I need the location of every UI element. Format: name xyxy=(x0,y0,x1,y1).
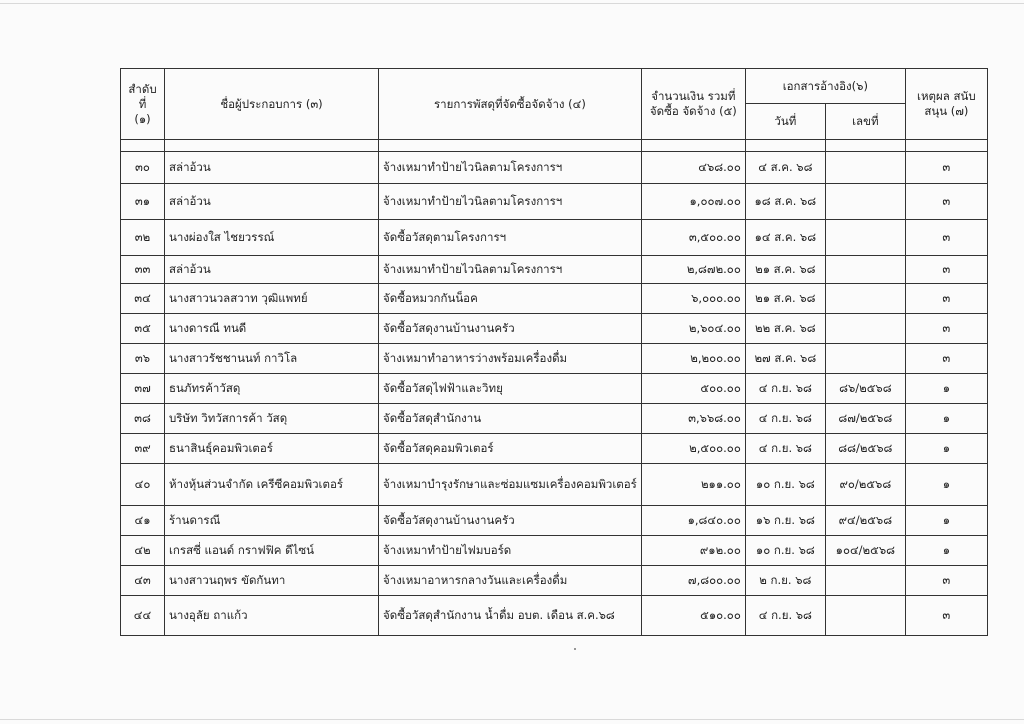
amount-cell: ๒,๕๐๐.๐๐ xyxy=(641,434,745,464)
table-row xyxy=(121,566,988,596)
row-no-cell: ๓๖ xyxy=(121,344,165,374)
supplier-cell: ธนาสินธุ์คอมพิวเตอร์ xyxy=(165,434,379,464)
amount-cell: ๗,๘๐๐.๐๐ xyxy=(641,566,745,596)
col-header-no: สำดับที่ (๑) xyxy=(121,69,165,140)
amount-cell: ๑,๘๔๐.๐๐ xyxy=(641,506,745,536)
date-cell: ๒๒ ส.ค. ๖๘ xyxy=(745,314,825,344)
ref-number-cell xyxy=(825,596,905,636)
supplier-cell: เกรสซี่ แอนด์ กราฟฟิค ดีไซน์ xyxy=(165,536,379,566)
supplier-cell: นางอุลัย ถาแก้ว xyxy=(165,596,379,636)
amount-cell: ๒๑๑.๐๐ xyxy=(641,464,745,506)
item-cell: จัดซื้อวัสดุไฟฟ้าและวิทยุ xyxy=(379,374,642,404)
supplier-cell: นางสาวรัชชานนท์ กาวิโล xyxy=(165,344,379,374)
table-row xyxy=(121,152,988,184)
item-cell: จ้างเหมาทำป้ายไฟมบอร์ด xyxy=(379,536,642,566)
date-cell: ๑๔ ส.ค. ๖๘ xyxy=(745,220,825,256)
item-cell: จัดซื้อวัสดุงานบ้านงานครัว xyxy=(379,314,642,344)
row-no-cell: ๓๙ xyxy=(121,434,165,464)
table-row xyxy=(121,220,988,256)
reason-cell: ๓ xyxy=(905,566,987,596)
reason-cell: ๑ xyxy=(905,464,987,506)
date-cell: ๑๖ ก.ย. ๖๘ xyxy=(745,506,825,536)
row-no-cell: ๔๑ xyxy=(121,506,165,536)
date-cell: ๔ ก.ย. ๖๘ xyxy=(745,374,825,404)
row-no-cell: ๓๕ xyxy=(121,314,165,344)
supplier-cell: บริษัท วิทวัสการค้า วัสดุ xyxy=(165,404,379,434)
ref-number-cell: ๑๐๔/๒๕๖๘ xyxy=(825,536,905,566)
item-cell: จัดซื้อวัสดุสำนักงาน น้ำดื่ม อบต. เดือน ส.ค.๖๘ xyxy=(379,596,642,636)
date-cell: ๔ ก.ย. ๖๘ xyxy=(745,404,825,434)
item-cell: จ้างเหมาทำป้ายไวนิลตามโครงการฯ xyxy=(379,256,642,284)
ref-number-cell xyxy=(825,256,905,284)
table-row xyxy=(121,464,988,506)
ref-number-cell: ๙๐/๒๕๖๘ xyxy=(825,464,905,506)
table-row xyxy=(121,184,988,220)
table-row xyxy=(121,344,988,374)
date-cell: ๔ ส.ค. ๖๘ xyxy=(745,152,825,184)
supplier-cell: นางสาวนฤพร ขัดกันทา xyxy=(165,566,379,596)
item-cell: จัดซื้อวัสดุสำนักงาน xyxy=(379,404,642,434)
table-body xyxy=(121,140,988,636)
ref-number-cell xyxy=(825,284,905,314)
supplier-cell: นางสาวนวลสวาท วุฒิแพทย์ xyxy=(165,284,379,314)
supplier-cell: ห้างหุ้นส่วนจำกัด เครีซีคอมพิวเตอร์ xyxy=(165,464,379,506)
table-row xyxy=(121,506,988,536)
reason-cell: ๑ xyxy=(905,434,987,464)
reason-cell: ๓ xyxy=(905,256,987,284)
item-cell: จ้างเหมาทำป้ายไวนิลตามโครงการฯ xyxy=(379,152,642,184)
reason-cell: ๓ xyxy=(905,596,987,636)
ref-number-cell xyxy=(825,184,905,220)
date-cell: ๑๐ ก.ย. ๖๘ xyxy=(745,464,825,506)
table-row xyxy=(121,256,988,284)
reason-cell: ๑ xyxy=(905,506,987,536)
item-cell: จ้างเหมาทำอาหารว่างพร้อมเครื่องดื่ม xyxy=(379,344,642,374)
row-no-cell: ๔๓ xyxy=(121,566,165,596)
reason-cell: ๑ xyxy=(905,404,987,434)
scan-edge-bottom xyxy=(0,719,1024,720)
row-no-cell: ๔๐ xyxy=(121,464,165,506)
scan-edge-top xyxy=(0,3,1024,4)
reason-cell: ๓ xyxy=(905,344,987,374)
date-cell: ๔ ก.ย. ๖๘ xyxy=(745,596,825,636)
ref-number-cell: ๙๔/๒๕๖๘ xyxy=(825,506,905,536)
row-no-cell: ๓๒ xyxy=(121,220,165,256)
supplier-cell: สล่าอ้วน xyxy=(165,184,379,220)
date-cell: ๒๑ ส.ค. ๖๘ xyxy=(745,256,825,284)
col-header-date: วันที่ xyxy=(745,104,825,140)
ref-number-cell xyxy=(825,152,905,184)
reason-cell: ๓ xyxy=(905,184,987,220)
row-no-cell: ๓๑ xyxy=(121,184,165,220)
date-cell: ๔ ก.ย. ๖๘ xyxy=(745,434,825,464)
supplier-cell: สล่าอ้วน xyxy=(165,256,379,284)
table-row xyxy=(121,596,988,636)
spacer-row xyxy=(121,140,988,152)
col-header-item: รายการพัสดุที่จัดซื้อจัดจ้าง (๔) xyxy=(379,69,642,140)
row-no-cell: ๓๘ xyxy=(121,404,165,434)
amount-cell: ๔๖๘.๐๐ xyxy=(641,152,745,184)
table-row xyxy=(121,404,988,434)
amount-cell: ๙๑๒.๐๐ xyxy=(641,536,745,566)
row-no-cell: ๔๒ xyxy=(121,536,165,566)
reason-cell: ๓ xyxy=(905,220,987,256)
row-no-cell: ๓๐ xyxy=(121,152,165,184)
row-no-cell: ๓๓ xyxy=(121,256,165,284)
date-cell: ๒ ก.ย. ๖๘ xyxy=(745,566,825,596)
date-cell: ๑๐ ก.ย. ๖๘ xyxy=(745,536,825,566)
date-cell: ๑๘ ส.ค. ๖๘ xyxy=(745,184,825,220)
table-row xyxy=(121,434,988,464)
col-header-amount: จำนวนเงิน รวมที่ จัดซื้อ จัดจ้าง (๕) xyxy=(641,69,745,140)
item-cell: จ้างเหมาบำรุงรักษาและซ่อมแซมเครื่องคอมพิวเตอร์ xyxy=(379,464,642,506)
reason-cell: ๓ xyxy=(905,152,987,184)
amount-cell: ๒,๖๐๔.๐๐ xyxy=(641,314,745,344)
item-cell: จัดซื้อวัสดุคอมพิวเตอร์ xyxy=(379,434,642,464)
amount-cell: ๒,๒๐๐.๐๐ xyxy=(641,344,745,374)
col-header-ref-doc: เอกสารอ้างอิง(๖) xyxy=(745,69,905,104)
ref-number-cell: ๘๖/๒๕๖๘ xyxy=(825,374,905,404)
item-cell: จ้างเหมาอาหารกลางวันและเครื่องดื่ม xyxy=(379,566,642,596)
col-header-supplier: ชื่อผู้ประกอบการ (๓) xyxy=(165,69,379,140)
date-cell: ๒๑ ส.ค. ๖๘ xyxy=(745,284,825,314)
reason-cell: ๓ xyxy=(905,284,987,314)
row-no-cell: ๓๔ xyxy=(121,284,165,314)
supplier-cell: สล่าอ้วน xyxy=(165,152,379,184)
reason-cell: ๑ xyxy=(905,374,987,404)
amount-cell: ๒,๘๗๒.๐๐ xyxy=(641,256,745,284)
supplier-cell: ธนภัทรค้าวัสดุ xyxy=(165,374,379,404)
col-header-reason: เหตุผล สนับ สนุน (๗) xyxy=(905,69,987,140)
date-cell: ๒๗ ส.ค. ๖๘ xyxy=(745,344,825,374)
table-row xyxy=(121,536,988,566)
supplier-cell: นางผ่องใส ไชยวรรณ์ xyxy=(165,220,379,256)
ref-number-cell xyxy=(825,314,905,344)
supplier-cell: นางดารณี ทนดี xyxy=(165,314,379,344)
ref-number-cell: ๘๗/๒๕๖๘ xyxy=(825,404,905,434)
procurement-table xyxy=(120,68,988,636)
amount-cell: ๓,๕๐๐.๐๐ xyxy=(641,220,745,256)
amount-cell: ๕๐๐.๐๐ xyxy=(641,374,745,404)
supplier-cell: ร้านดารณี xyxy=(165,506,379,536)
table-row xyxy=(121,374,988,404)
table-row xyxy=(121,284,988,314)
amount-cell: ๖,๐๐๐.๐๐ xyxy=(641,284,745,314)
amount-cell: ๓,๖๖๘.๐๐ xyxy=(641,404,745,434)
item-cell: จ้างเหมาทำป้ายไวนิลตามโครงการฯ xyxy=(379,184,642,220)
row-no-cell: ๓๗ xyxy=(121,374,165,404)
item-cell: จัดซื้อหมวกกันน็อค xyxy=(379,284,642,314)
reason-cell: ๑ xyxy=(905,536,987,566)
amount-cell: ๑,๐๐๗.๐๐ xyxy=(641,184,745,220)
col-header-number: เลขที่ xyxy=(825,104,905,140)
item-cell: จัดซื้อวัสดุงานบ้านงานครัว xyxy=(379,506,642,536)
reason-cell: ๓ xyxy=(905,314,987,344)
ref-number-cell xyxy=(825,566,905,596)
item-cell: จัดซื้อวัสดุตามโครงการฯ xyxy=(379,220,642,256)
ref-number-cell xyxy=(825,220,905,256)
row-no-cell: ๔๔ xyxy=(121,596,165,636)
ref-number-cell: ๘๘/๒๕๖๘ xyxy=(825,434,905,464)
amount-cell: ๕๑๐.๐๐ xyxy=(641,596,745,636)
scan-dust-mark xyxy=(574,648,576,650)
table-row xyxy=(121,314,988,344)
ref-number-cell xyxy=(825,344,905,374)
